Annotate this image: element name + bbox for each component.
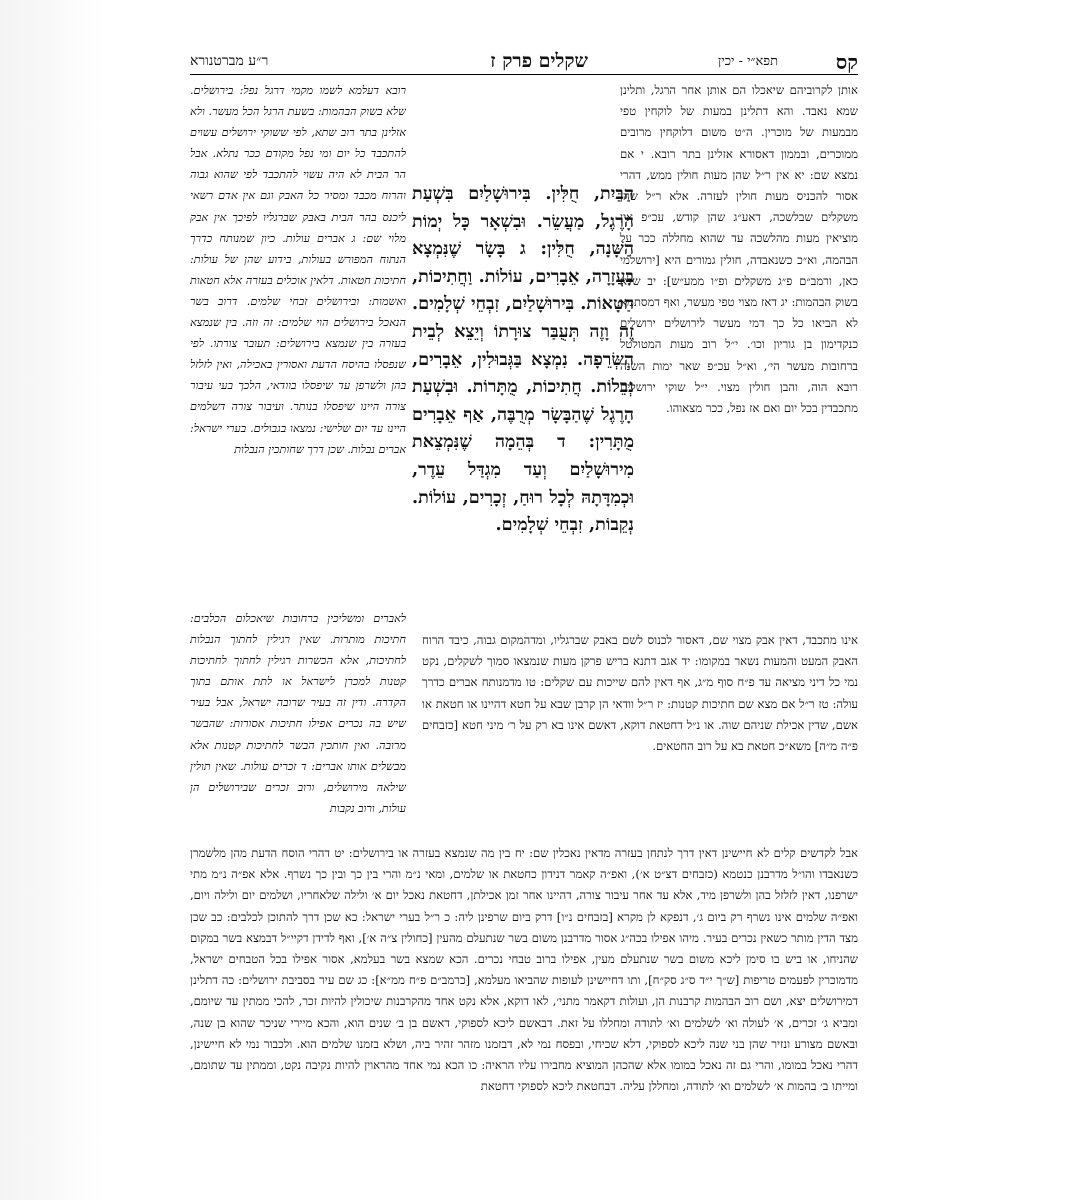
page-fold-shadow: [0, 0, 150, 1200]
yachin-label: תפא״י - יכין: [717, 54, 778, 69]
running-header: [190, 50, 858, 75]
yachin-commentary-top: אותן לקרוביהם שיאכלו הם אותן אחר הרגל, ותלינן שמא נאבד. והא דתלינן במעות של לוקחין טפי מבמעות של מוכרין. ה״ט משום דלוקחין מרובים ממוכרים, ובממון דאסורא אזלינן בתר רובא. י אם נמצא שם: יא אין ר״ל שהן מעות חולין ממש, דהרי אסור להכניס מעות חולין לעזרה. אלא ר״ל שהן משקלים שבלשכה, דאע״ג שהן קודש, עכ״פ אין מוציאין מעות מהלשכה עד שהוא מחללה ככר על הבהמה, וא״כ כשנאבדה, חולין גמורים היא [ירושלמי כאן, ורמב״ם פ״ג משקלים ופ״ו ממע״ש]: יב שלא בשוק הבהמות: יג דאז מצוי טפי מעשר, ואף דמסתמא לא הביאו כל כך דמי מעשר לירושלים ירושלים כנקדימון בן גוריון וכו׳. י״ל רוב מעות המטולטל ברחובות מעשר הי׳, וא״ל עכ״פ שאר ימות השנה רובא הוה, והבן חולין מצוי. י״ל שוקי ירושלים מתכבדין בכל יום ואם אז נפל, ככר מצאוהו.: [620, 83, 858, 416]
tractate-title: שקלים פרק ז: [490, 50, 588, 72]
page-marker: קס: [835, 50, 858, 74]
yachin-commentary-middle: אינו מתכבד, דאין אבק מצוי שם, דאסור לכנוס לשם באבק שברגליו, ומדהמקום גבוה, כיבד הרוח האבק המעט והמעות נשאר במקומו: יד אגב דתנא בריש פרקן מעות שנמצאו סמוך לשקלים, נקט נמי כל דיני מציאה עד פ״ח סוף מ״ג, אף דאין להם שייכות עם שקלים: טו מדמנותח אברים כדרך עולה: טז ר״ל אם מצא שם חתיכות קטנות: יז ר״ל וודאי הן קרבן שבא על חטא דהיינו או חטאת או אשם, שדין אכילת שניהם שוה. או נ״ל דחטאת דוקא, דאשם אינו בא רק על ר׳ מיני חטא [כזבחים פ״ה מ״ה] משא״כ חטאת בא על רוב החטאים.: [422, 633, 858, 754]
bartenura-commentary-top: רובא דעלמא לשמו מקמי דרגל נפל: בירושלים. שלא בשוק הבהמות: בשעת הרגל הכל מעשר. ולא אזלינן בתר רוב שתא, לפי ששוקי ירושלים עשוים להתכבד כל יום ומי נפל מקודם ככר נתלא. אבל הר הבית לא היה עשוי להתכבד לפי שהוא גבוה והרוח מכבד ומסיר כל האבק וגם אין אדם רשאי ליכנס בהר הבית באבק שברגליו לפיכך אין אבק מלוי שם: ג אברים עולות. כיון שמנותח כדרך הנתוח המפורש בעולות, בידוע שהן של עולות: חתיכות חטאות. דלאין אוכלים בעזרה אלא חטאות ואשמות: ובירושלים זבחי שלמים. דרוב בשר הנאכל בירושלים הוי שלמים: זה וזה. בין שנמצא בעזרה בין שנמצא בירושלים: תעובר צורתו. לפי שנפסלו בהיסח הדעת ואסורין באכילה, ואין לזלזל בהן ולשרפן עד שיפסלו בוודאי, הלכך בעי עיבור צורה היינו שיפסלו בנותר. ועיבור צורה דשלמים היינו עד יום שלישי: נמצאו בגבולים. בערי ישראל: אברים נבלות. שכן דרך שחותכין הנבלות: [190, 84, 406, 456]
bartenura-commentary-middle: לאברים ומשליכין ברחובות שיאכלום הכלבים: חתיכות מותרות. שאין רגילין לחתוך הנבלות לחתיכות, אלא הכשרות רגילין לחתוך לחתיכות קטנות למכרן לישראל או לתת אותם בתוך הקדרה. ודין זה בעיר שרובה ישראל, אבל בעיר שיש בה נכרים אפילו חתיכות אסורות: שהבשר מרובה. ואין חותכין הבשר לחתיכות קטנות אלא מבשלים אותו אברים: ד זכרים עולות. שאין תולין שילאה מירושלים, ורוב זכרים שבירושלים הן עולות, ורוב נקבות: [190, 612, 406, 815]
yachin-commentary-bottom: אבל לקדשים קלים לא חיישינן דאין דרך לנתחן בעזרה מדאין נאכלין שם: יח בין מה שנמצא בעזרה או בירושלים: יט דהרי הוסח הדעת מהן מלשמרן כשנאבדו והו״ל מדרבנן כנטמא (כזבחים דצ״ט א׳), ואפ״ה קאמר דנידון כחטאת או שלמים, ומאי נ״מ והרי בין כך ובין כך נשרף. אלא אפ״ה נ״מ מתי ישרפנו, דאין לזלזל בהן ולשרפן מיד, אלא עד אחר עיבור צורה, דהיינו אחר זמן אכילתן, דחטאת נאכל יום א׳ ולילה שלאחריו, ושלמים יום ולילה ויום, ואפ״ה שלמים אינו נשרף רק ביום ג׳, דנפקא לן מקרא [בזבחים נ״ו] דרק ביום שרפינן ליה: כ ר״ל בערי ישראל: כא שכן דרך להתוכן לכלבים: כב שכן מצד הדין מותר כשאין נכרים בעיר. מיהו אפילו בכה״ג אסור מדרבנן משום בשר שנתעלם מהעין [כחולין צ״ה א׳], ואף לדידן דקיי״ל דבמצא בשר במקום שהניחו, או ביש בו סימן ליכא משום בשר שנתעלם מעין, אפילו ברוב טבחי נכרים. הכא שמצא בשר בעלמא, אסור אפילו בכל הטבחים ישראל, מדמוכרין לפעמים טריפות [ש״ך י״ד ס״ג סק״ח], ותו דחיישינן לעופות שהביאו מעלמא, [כרמב״ם פ״ח ממ״א]: כג שם עיר בסביבת ירושלים: כה דתלינן דמירושלים יצא, ושם רוב הבהמות קרבנות הן, ועולות דקאמר מתני׳, לאו דוקא, אלא נקט אחד מהקרבנות שיכולין להיות זכר, להכי ממתין עד שיומם, ומביא ג׳ זכרים, א׳ לעולה וא׳ לשלמים וא׳ לתודה ומחללו על זאת. דבאשם ליכא לספוקי, דאשם בן ב׳ שנים הוא, והכא מיירי שניכר שהוא בן שנה, ובאשם מצורע ונזיר שהן בני שנה ליכא לספוקי, דלא שכיחי, ובפסח נמי לא, דבזמנו מזהר זהיר ביה, ושלא בזמנו שלמים הוא. ולכבור נמי לא חיישינן, דהרי נאכל במומו, והרי גם זה נאכל במומו אלא שהכהן המוציא מחבירו עליו הראיה: כו הכא נמי אחד מהראוין להיות נקיבה נקט, וממתין עד שתומם, ומייתו ב׳ בהמות א׳ לשלמים וא׳ לתודה, ומחללן עליה. דבחטאת ליכא לספוקי דחטאת: [190, 846, 858, 1094]
mishnah-text: הַבַּיִת, חֻלִּין. בִּירוּשָׁלַיִם בִּשְׁעַת הָרֶגֶל, מַעֲשֵׂר. וּבִשְׁאָר כָּל יְמוֹת הַשָּׁנָה, חֻלִּין: ג בָּשָׂר שֶׁנִּמְצָא בָעֲזָרָה, אֵבָרִים, עוֹלוֹת. וַחֲתִיכוֹת, חַטָּאוֹת. בִּירוּשָׁלַיִם, זִבְחֵי שְׁלָמִים. זֶה וָזֶה תְּעֻבַּר צוּרָתוֹ וְיֵצֵא לְבֵית הַשְּׂרֵפָה. נִמְצָא בַּגְּבוּלִין, אֵבָרִים, נְבֵלוֹת. חֲתִיכוֹת, מֻתָּרוֹת. וּבִשְׁעַת הָרֶגֶל שֶׁהַבָּשָׂר מְרֻבֶּה, אַף אֵבָרִים מֻתָּרִין: ד בְּהֵמָה שֶׁנִּמְצֵאת מִירוּשָׁלַיִם וְעַד מִגְדַּל עֵדֶר, וּכְמִדָּתָהּ לְכָל רוּחַ, זְכָרִים, עוֹלוֹת. נְקֵבוֹת, זִבְחֵי שְׁלָמִים.: [412, 183, 634, 536]
bartenura-label: ר״ע מברטנורא: [190, 53, 269, 69]
